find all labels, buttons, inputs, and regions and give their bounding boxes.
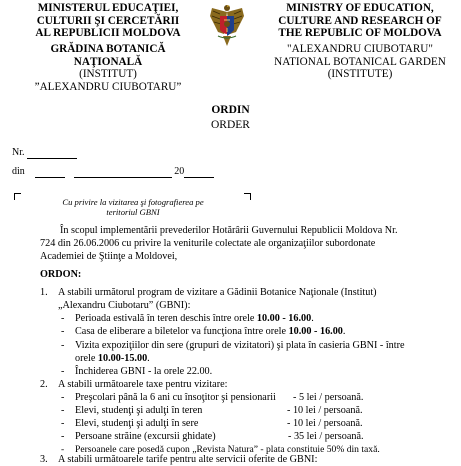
item1-bullet1: - Perioada estivală în teren deschis între orele 10.00 - 16.00. — [75, 312, 314, 325]
fee-row-label: - Persoane străine (excursii ghidate) — [75, 430, 216, 443]
din-day-blank — [35, 166, 65, 178]
subject-line1: Cu privire la vizitarea şi fotografierea pe — [62, 197, 204, 207]
order-number-field — [12, 147, 77, 159]
header-left-line3: AL REPUBLICII MOLDOVA — [35, 27, 181, 39]
preamble-line2: 724 din 26.06.2006 cu privire la veniturile colectate ale organizaţiilor subordonate — [40, 238, 376, 249]
item2-number: 2. — [40, 379, 48, 390]
title-order: ORDER — [211, 119, 250, 131]
fee-row-label: - Preşcolari până la 6 ani cu însoţitor şi pensionarii — [75, 391, 276, 404]
preamble-line1: În scopul implementării prevederilor Hotărârii Guvernului Republicii Moldova Nr. — [60, 225, 398, 236]
coat-of-arms-icon — [208, 2, 246, 48]
header-right-line5: NATIONAL BOTANICAL GARDEN — [274, 55, 446, 68]
header-right-line3: THE REPUBLIC OF MOLDOVA — [278, 27, 442, 39]
item1-line1: A stabili următorul program de vizitare a Gădinii Botanice Naţionale (Institut) — [58, 287, 377, 298]
din-label: din — [12, 166, 25, 177]
item1-bullet3-cont: orele 10.00-15.00. — [75, 353, 150, 364]
header-right-line1: MINISTRY OF EDUCATION, — [286, 2, 434, 14]
year-blank — [184, 166, 214, 178]
header-left-line5: (INSTITUT) — [79, 68, 137, 80]
header-right-line2: CULTURE AND RESEARCH OF — [278, 14, 442, 27]
preamble-cont — [40, 237, 454, 263]
preamble — [40, 224, 454, 237]
subject — [22, 197, 244, 217]
nr-blank — [27, 147, 77, 159]
item1-number: 1. — [40, 287, 48, 298]
item2-discount: - Persoanele care posedă cupon „Revista Natura” - plata constituie 50% din taxă. — [75, 443, 380, 456]
item1-bullet3: - Vizita expoziţiilor din sere (grupuri de vizitatori) şi plata în casieria GBNI - între — [75, 339, 405, 352]
title-ordin: ORDIN — [211, 104, 250, 116]
subject-corner-tl — [14, 193, 21, 200]
fee-row-value: - 5 lei / persoană. — [293, 392, 364, 403]
header-left-garden — [18, 43, 198, 93]
item1-bullet2: - Casa de eliberare a biletelor va funcţiona între orele 10.00 - 16.00. — [75, 325, 345, 338]
subject-line2: teritoriul GBNI — [106, 207, 160, 217]
header-right-ministry — [262, 2, 458, 40]
year-prefix: 20 — [174, 166, 185, 177]
header-left-line6: ”ALEXANDRU CIUBOTARU” — [34, 80, 182, 93]
fee-row-value: - 35 lei / persoană. — [288, 431, 364, 442]
ordon-heading: ORDON: — [40, 269, 82, 280]
header-right-line6: (INSTITUTE) — [327, 68, 393, 80]
header-left-line2: CULTURII ŞI CERCETĂRII — [36, 14, 180, 27]
item3-title: A stabili următoarele tarife pentru alte servicii oferite de GBNI: — [58, 454, 318, 465]
header-left-line1: MINISTERUL EDUCAŢIEI, — [37, 2, 179, 14]
fee-row-value: - 10 lei / persoană. — [287, 405, 363, 416]
header-right-garden — [262, 43, 458, 81]
item3-number: 3. — [40, 454, 48, 465]
item2-title: A stabili următoarele taxe pentru vizitare: — [58, 379, 228, 390]
din-month-blank — [74, 166, 172, 178]
preamble-line3: Academiei de Ştiinţe a Moldovei, — [40, 251, 178, 262]
fee-row-value: - 10 lei / persoană. — [287, 418, 363, 429]
fee-row-label: - Elevi, studenţi şi adulţi în teren — [75, 404, 202, 417]
fee-row-label: - Elevi, studenţi şi adulţi în sere — [75, 417, 198, 430]
subject-corner-tr — [244, 193, 251, 200]
item1-bullet4: - Închiderea GBNI - la orele 22.00. — [75, 365, 212, 378]
header-left-ministry — [18, 2, 198, 40]
item1-line2: „Alexandru Ciubotaru” (GBNI): — [58, 300, 191, 311]
nr-label: Nr. — [12, 147, 25, 158]
header-left-line4: GRĂDINA BOTANICĂ NAŢIONALĂ — [50, 43, 166, 68]
header-right-line4: "ALEXANDRU CIUBOTARU" — [287, 43, 433, 55]
order-date-field — [12, 166, 214, 178]
